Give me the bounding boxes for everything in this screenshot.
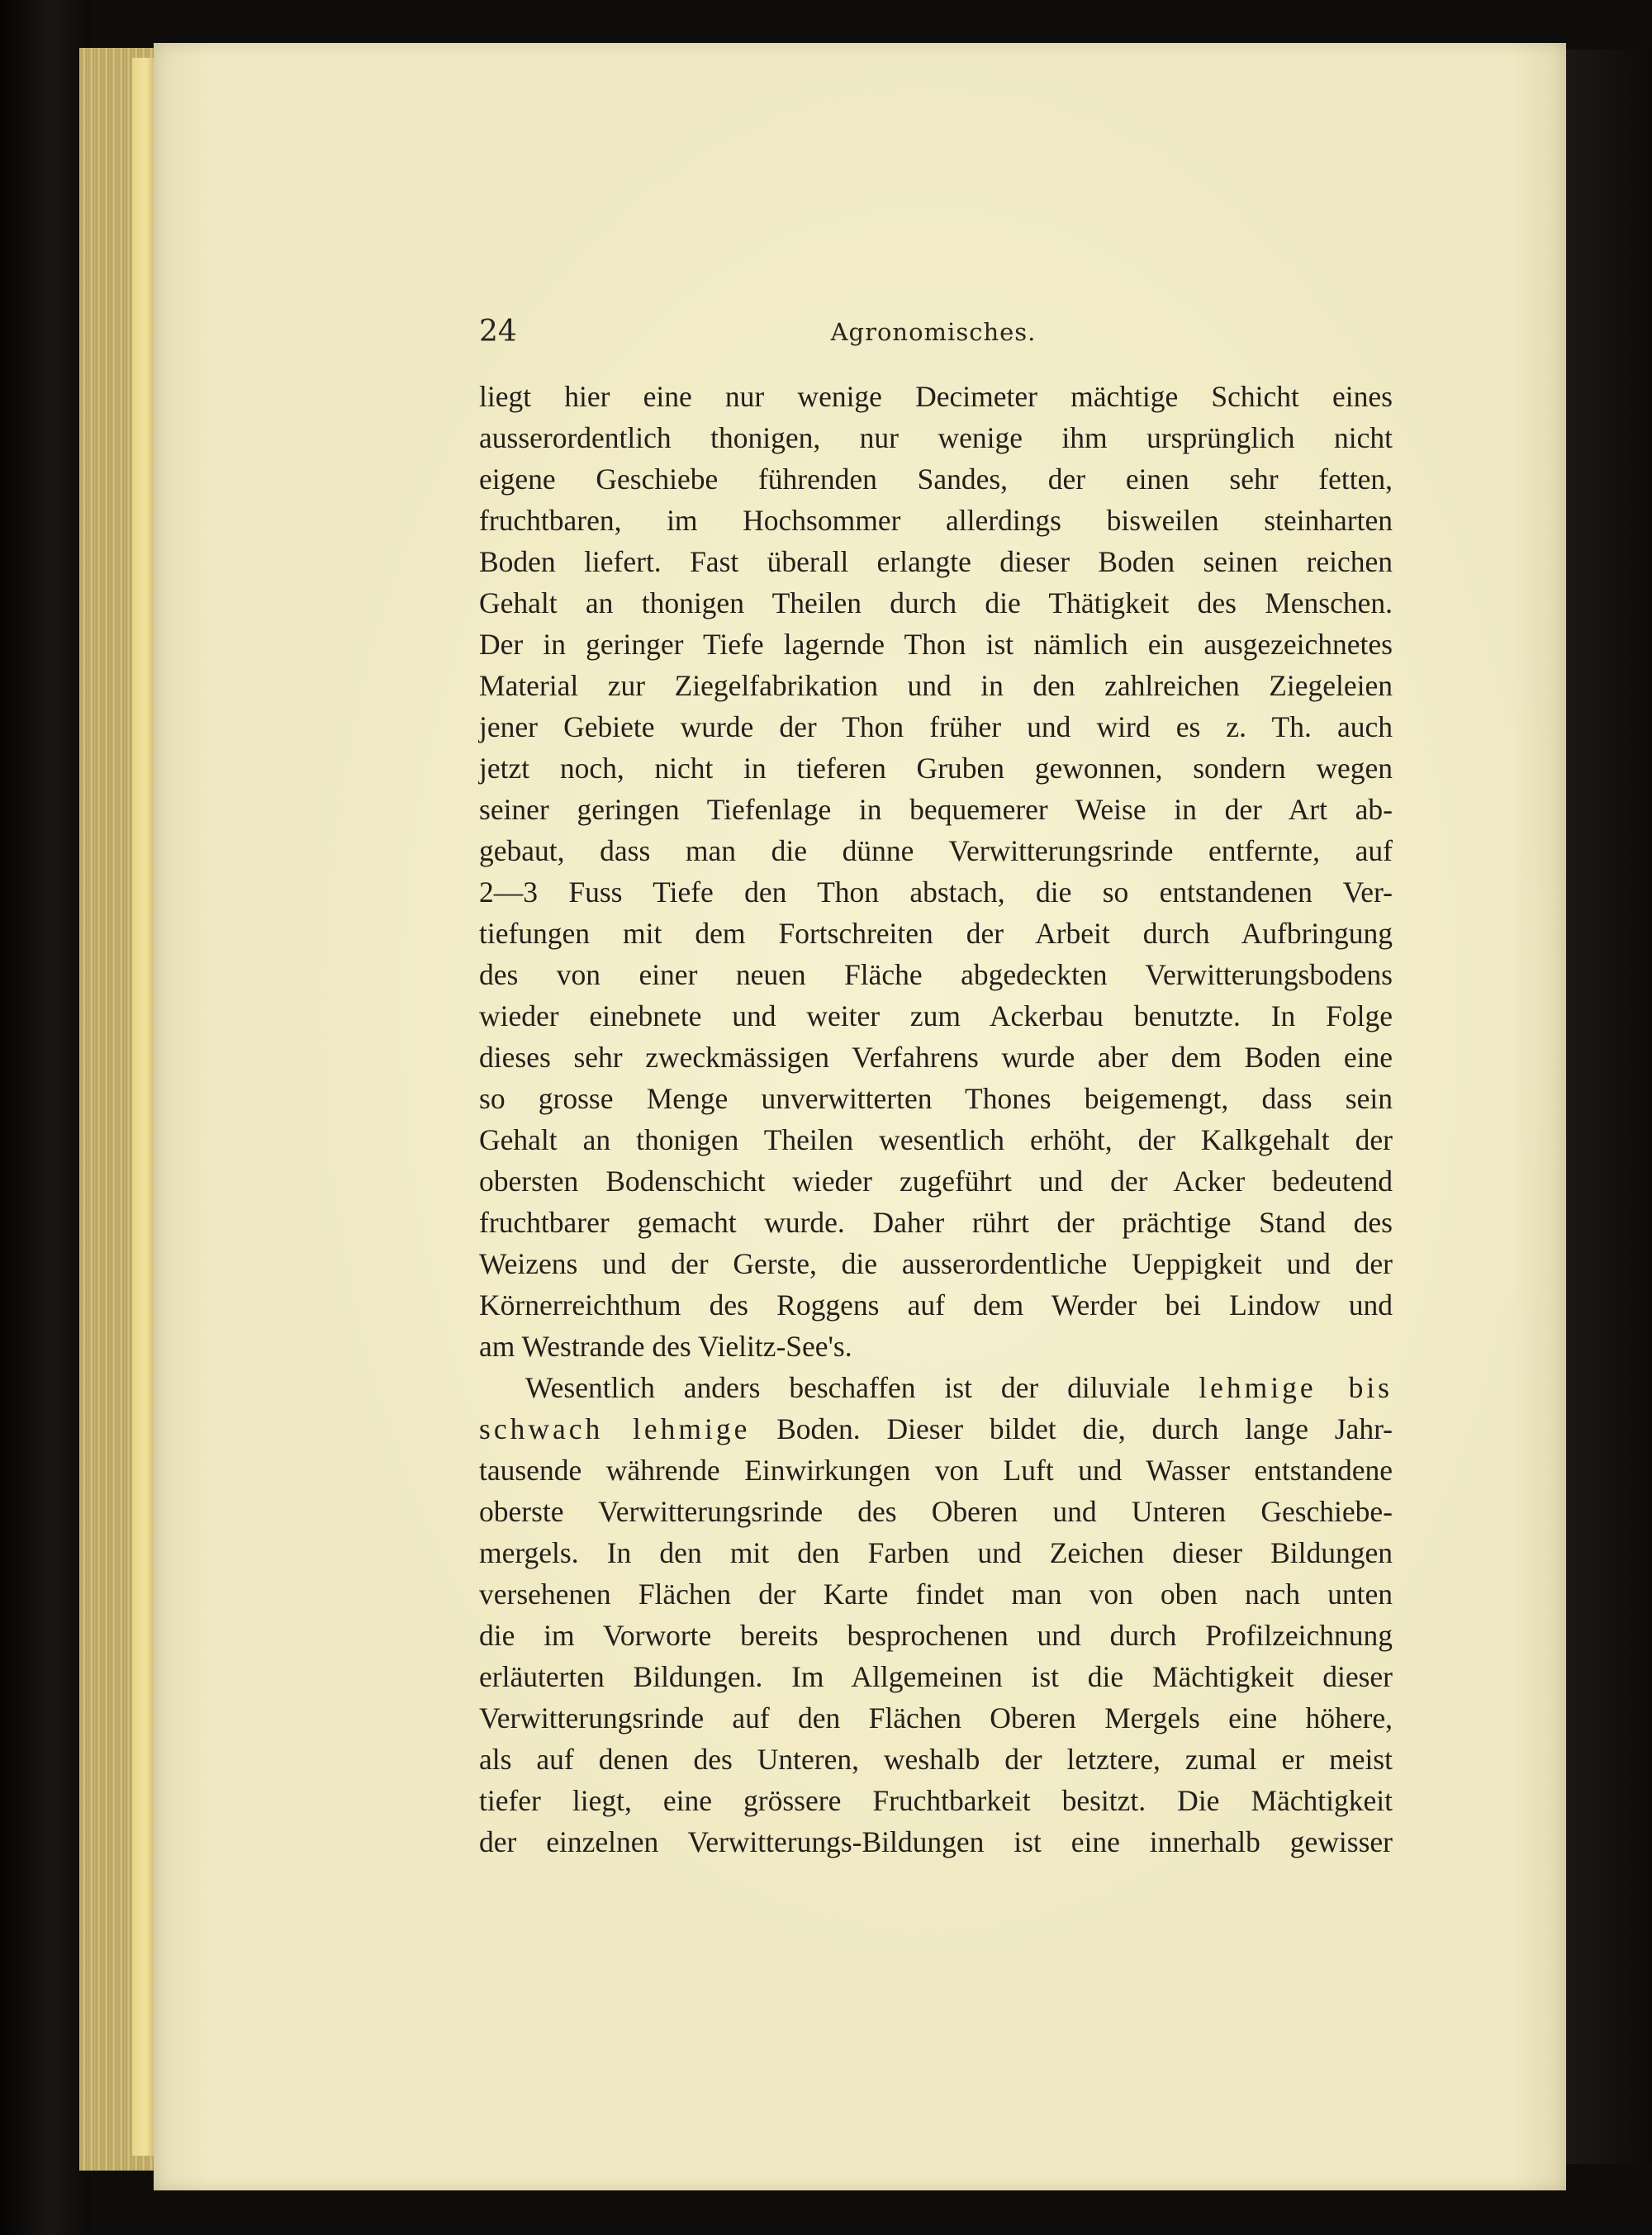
text-line: als auf denen des Unteren, weshalb der letztere, zumal er meist — [479, 1743, 1393, 1776]
paragraph-1 — [479, 376, 1393, 1367]
text-line: so grosse Menge unverwitterten Thones beigemengt, dass sein — [479, 1082, 1393, 1115]
text-line: ausserordentlich thonigen, nur wenige ihm ursprünglich nicht — [479, 421, 1393, 454]
text-line — [479, 1408, 1393, 1450]
text-line: tausende währende Einwirkungen von Luft und Wasser entstandene — [479, 1454, 1393, 1487]
text-line: Material zur Ziegelfabrikation und in den zahlreichen Ziegeleien — [479, 669, 1393, 702]
text-line: tiefer liegt, eine grössere Fruchtbarkeit besitzt. Die Mächtigkeit — [479, 1784, 1393, 1817]
text-line: oberste Verwitterungsrinde des Oberen und Unteren Geschiebe- — [479, 1495, 1393, 1528]
text-line: Der in geringer Tiefe lagernde Thon ist nämlich ein ausgezeichnetes — [479, 628, 1393, 661]
page-number: 24 — [479, 315, 517, 349]
text-line: gebaut, dass man die dünne Verwitterungsrinde entfernte, auf — [479, 834, 1393, 867]
text-line: erläuterten Bildungen. Im Allgemeinen ist die Mächtigkeit dieser — [479, 1660, 1393, 1693]
text-line: am Westrande des Vielitz-See's. — [479, 1330, 852, 1363]
text-line: Verwitterungsrinde auf den Flächen Oberen Mergels eine höhere, — [479, 1701, 1393, 1734]
page-edge — [132, 58, 155, 2156]
text-line: mergels. In den mit den Farben und Zeichen dieser Bildungen — [479, 1536, 1393, 1569]
text-line: Gehalt an thonigen Theilen wesentlich erhöht, der Kalkgehalt der — [479, 1123, 1393, 1156]
text-line: die im Vorworte bereits besprochenen und durch Profilzeichnung — [479, 1619, 1393, 1652]
text-line: seiner geringen Tiefenlage in bequemerer Weise in der Art ab- — [479, 793, 1393, 826]
text-line: versehenen Flächen der Karte findet man von oben nach unten — [479, 1578, 1393, 1611]
text-line: jetzt noch, nicht in tieferen Gruben gewonnen, sondern wegen — [479, 752, 1393, 785]
text-line: Körnerreichthum des Roggens auf dem Werder bei Lindow und — [479, 1288, 1393, 1322]
emphasized-term: lehmige bis — [1199, 1371, 1393, 1404]
paragraph-2 — [479, 1367, 1393, 1862]
page-header — [479, 307, 1393, 357]
text-line: der einzelnen Verwitterungs-Bildungen ist eine innerhalb gewisser — [479, 1825, 1393, 1858]
text-line: des von einer neuen Fläche abgedeckten Verwitterungsbodens — [479, 958, 1393, 991]
text-line: liegt hier eine nur wenige Decimeter mächtige Schicht eines — [479, 380, 1393, 413]
text-line: wieder einebnete und weiter zum Ackerbau benutzte. In Folge — [479, 999, 1393, 1032]
scan-background-right — [1566, 50, 1652, 2164]
emphasized-term: schwach lehmige — [479, 1412, 751, 1445]
text-line: Boden liefert. Fast überall erlangte dieser Boden seinen reichen — [479, 545, 1393, 578]
text-line: fruchtbarer gemacht wurde. Daher rührt der prächtige Stand des — [479, 1206, 1393, 1239]
text-span: Wesentlich anders beschaffen ist der diluviale — [525, 1371, 1170, 1404]
text-line: Weizens und der Gerste, die ausserordentliche Ueppigkeit und der — [479, 1247, 1393, 1280]
text-span: Boden. Dieser bildet die, durch lange Jahr- — [776, 1412, 1393, 1445]
text-line: obersten Bodenschicht wieder zugeführt und der Acker bedeutend — [479, 1165, 1393, 1198]
book-binding — [0, 0, 91, 2235]
text-line: 2—3 Fuss Tiefe den Thon abstach, die so entstandenen Ver- — [479, 875, 1393, 909]
text-line: eigene Geschiebe führenden Sandes, der einen sehr fetten, — [479, 463, 1393, 496]
page-body — [479, 376, 1393, 1862]
text-line: tiefungen mit dem Fortschreiten der Arbeit durch Aufbringung — [479, 917, 1393, 950]
text-line: fruchtbaren, im Hochsommer allerdings bisweilen steinharten — [479, 504, 1393, 537]
text-line — [479, 1367, 1393, 1408]
text-line: dieses sehr zweckmässigen Verfahrens wurde aber dem Boden eine — [479, 1041, 1393, 1074]
text-line: jener Gebiete wurde der Thon früher und wird es z. Th. auch — [479, 710, 1393, 743]
text-line: Gehalt an thonigen Theilen durch die Thätigkeit des Menschen. — [479, 586, 1393, 619]
running-head: Agronomisches. — [830, 318, 1037, 346]
